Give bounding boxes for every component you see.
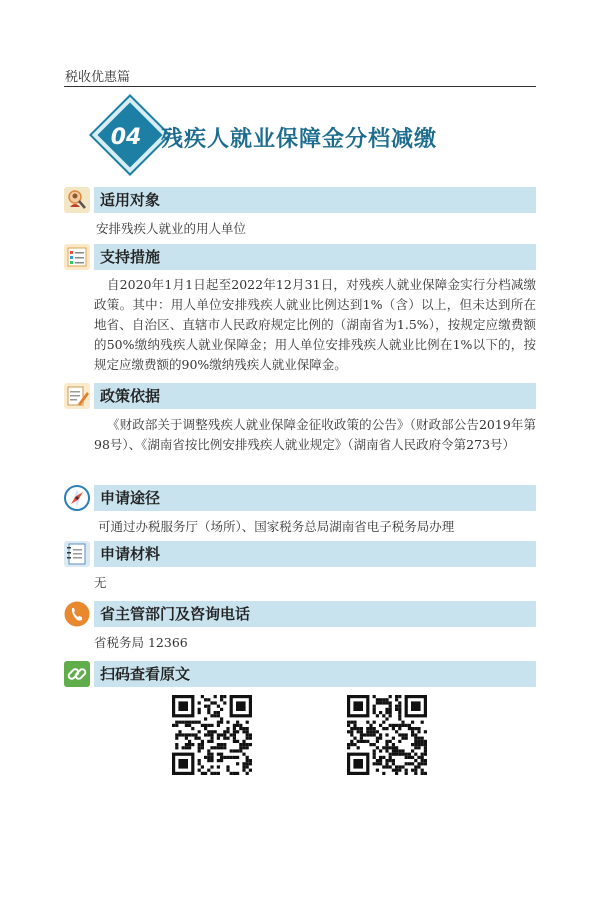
section-title-basis: 政策依据 xyxy=(100,387,161,405)
phone-icon xyxy=(64,601,90,627)
qr-code-1 xyxy=(172,695,252,775)
section-bar-basis xyxy=(94,383,536,409)
section-bar-materials xyxy=(94,541,536,567)
section-title-target: 适用对象 xyxy=(100,191,161,209)
document-pencil-icon xyxy=(64,383,90,409)
section-title-materials: 申请材料 xyxy=(100,545,161,563)
person-search-icon xyxy=(64,187,90,213)
running-header: 税收优惠篇 xyxy=(65,70,131,85)
section-title-scan: 扫码查看原文 xyxy=(100,665,191,683)
section-body-channel: 可通过办税服务厅（场所）、国家税务总局湖南省电子税务局办理 xyxy=(98,519,455,534)
section-body-contact: 省税务局 12366 xyxy=(94,635,188,650)
section-body-basis: 《财政部关于调整残疾人就业保障金征收政策的公告》（财政部公告2019年第98号）、《湖南省按比例安排残疾人就业规定》（湖南省人民政府令第273号） xyxy=(94,417,536,452)
section-title-measures: 支持措施 xyxy=(100,248,161,266)
section-bar-measures xyxy=(94,244,536,270)
page-title: 残疾人就业保障金分档减缴 xyxy=(161,127,438,152)
checklist-icon xyxy=(64,244,90,270)
section-bar-target xyxy=(94,187,536,213)
header-divider xyxy=(64,86,536,87)
qr-code-2 xyxy=(347,695,427,775)
section-body-measures: 自2020年1月1日起至2022年12月31日，对残疾人就业保障金实行分档减缴政策。其中：用人单位安排残疾人就业比例达到1%（含）以上，但未达到所在地省、自治区、直辖市人民政府规定比例的（湖南省为1.5%），按规定应缴费额的50%缴纳残疾人就业保障金；用人单位安排残疾人就业比例在1%以下的，按规定应缴费额的90%缴纳残疾人就业保障金。 xyxy=(94,277,536,372)
section-title-channel: 申请途径 xyxy=(100,489,161,507)
section-body-materials: 无 xyxy=(94,575,107,590)
link-icon xyxy=(64,661,90,687)
number-badge: 04 xyxy=(110,125,142,150)
section-title-contact: 省主管部门及咨询电话 xyxy=(100,605,251,623)
section-body-target: 安排残疾人就业的用人单位 xyxy=(96,221,247,236)
notebook-icon xyxy=(64,541,90,567)
compass-icon xyxy=(64,485,90,511)
section-bar-channel xyxy=(94,485,536,511)
